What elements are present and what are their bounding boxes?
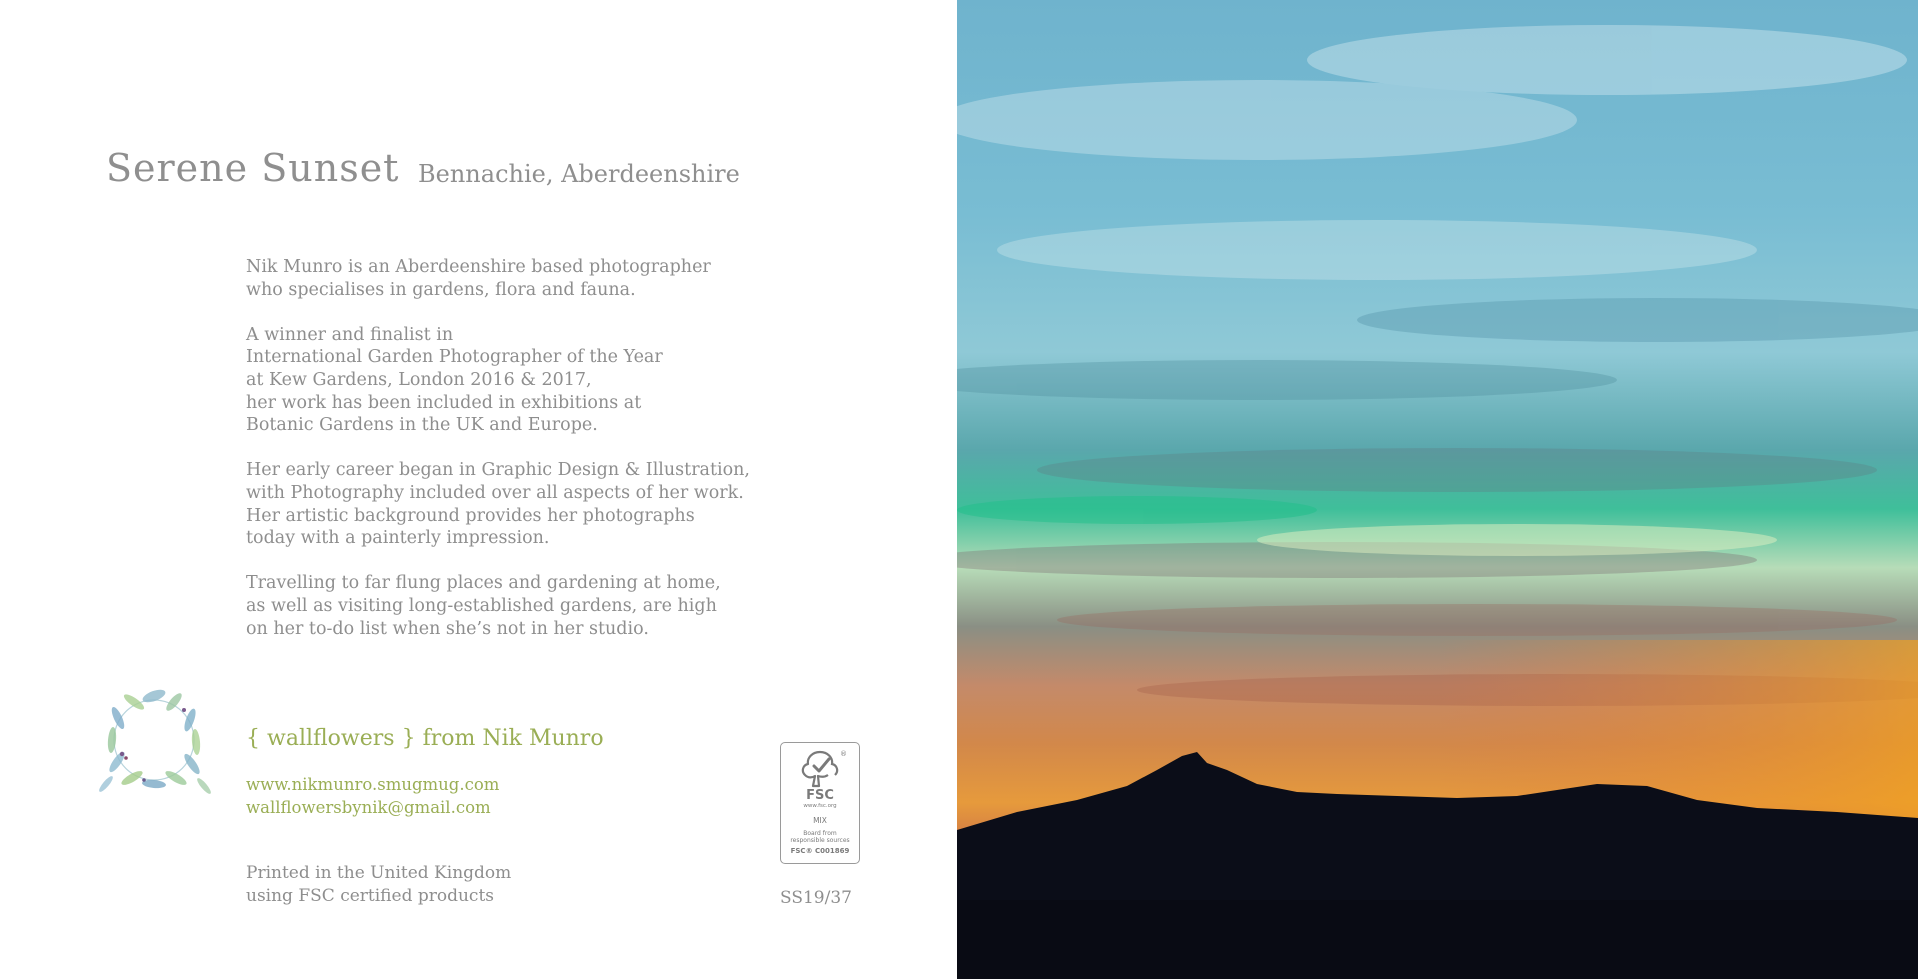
fsc-registered-mark: ® [840, 750, 847, 758]
bio-paragraph: A winner and finalist in International Garden Photographer of the Year at Kew Gardens, London 2016 & 2017, her work has been included in exhibitions at Botanic Gardens in the UK and Europe. [246, 324, 663, 436]
sunset-photo [957, 0, 1918, 979]
bio-paragraph: Travelling to far flung places and gardening at home, as well as visiting long-established gardens, are high on her to-do list when she’s not in her studio. [246, 573, 721, 639]
card-title: Serene Sunset [106, 146, 400, 190]
fsc-description-line: Board from [803, 830, 837, 837]
email-link[interactable]: wallflowersbynik@gmail.com [246, 797, 491, 817]
fsc-tree-icon [797, 749, 843, 789]
contact-info [246, 774, 499, 819]
printed-line: Printed in the United Kingdom [246, 863, 512, 883]
bio-paragraph: Her early career began in Graphic Design & Illustration, with Photography included over all aspects of her work. Her artistic background provides her photographs today with a painterly impression. [246, 460, 750, 549]
fsc-logo [780, 742, 860, 864]
printed-notice [246, 862, 511, 907]
website-link[interactable]: www.nikmunro.smugmug.com [246, 775, 500, 794]
fsc-description [781, 830, 859, 844]
bio-paragraph: Nik Munro is an Aberdeenshire based photographer who specialises in gardens, flora and fauna. [246, 257, 711, 300]
brand-name: { wallflowers } from Nik Munro [246, 726, 604, 751]
product-code: SS19/37 [780, 888, 852, 908]
leaf-wreath-icon [92, 666, 220, 814]
fsc-code: FSC® C001869 [790, 847, 850, 855]
fsc-description-line: responsible sources [790, 837, 850, 844]
card-text-page [0, 0, 957, 979]
fsc-url: www.fsc.org [803, 803, 837, 809]
printed-line: using FSC certified products [246, 885, 495, 906]
sunset-photo-image [957, 0, 1918, 979]
artist-bio [246, 256, 806, 663]
fsc-name: FSC [806, 788, 834, 803]
fsc-mix-label: MIX [813, 816, 827, 825]
card-location: Bennachie, Aberdeenshire [418, 160, 740, 188]
